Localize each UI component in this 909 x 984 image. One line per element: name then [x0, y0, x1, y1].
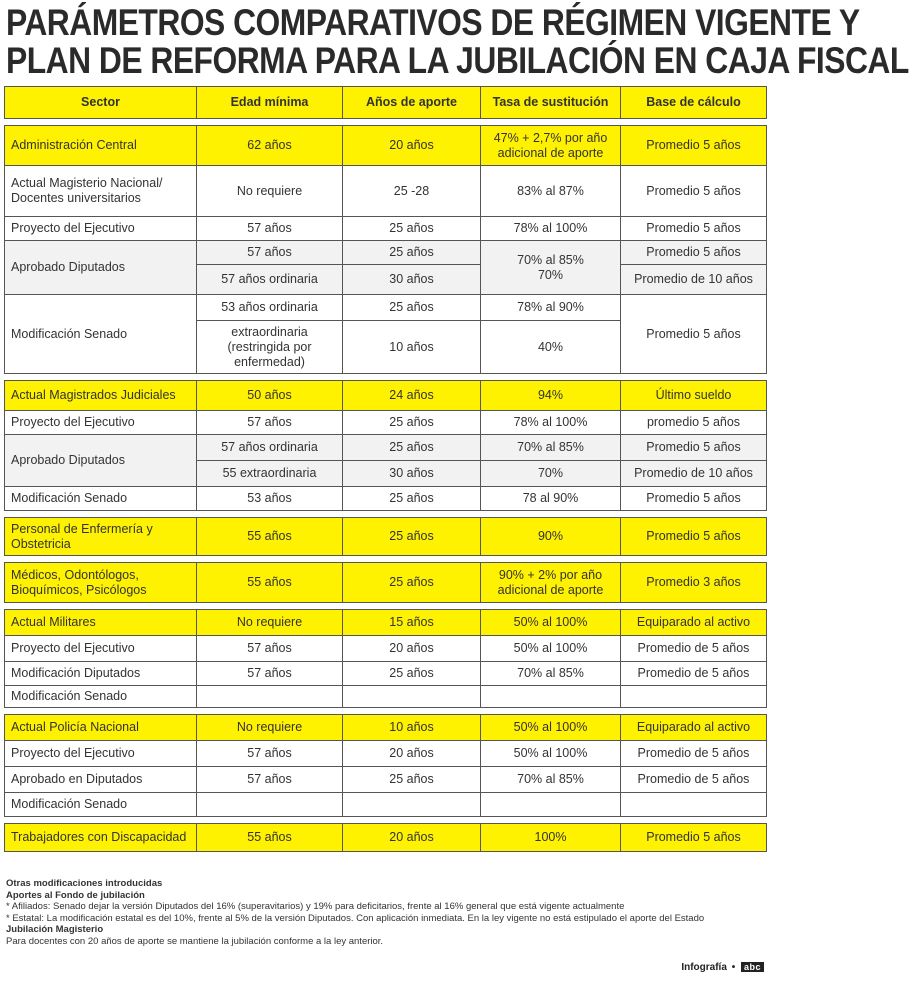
cell-edad: 57 años	[197, 217, 343, 241]
cell-edad: No requiere	[197, 715, 343, 741]
cell-sector: Personal de Enfermería y Obstetricia	[5, 518, 197, 556]
cell-base: Promedio de 5 años	[621, 767, 767, 793]
cell-tasa: 94%	[481, 381, 621, 411]
cell-sector: Proyecto del Ejecutivo	[5, 741, 197, 767]
note-estatal: * Estatal: La modificación estatal es del 10%, frente al 5% de la versión Diputados. Con aplicación inmediata. En la ley vigente no está estipulado el aporte del Estado	[6, 912, 705, 924]
cell-base: Promedio 5 años	[621, 518, 767, 556]
page-title	[6, 2, 909, 81]
cell-aporte: 30 años	[343, 461, 481, 487]
cell-sector: Actual Magisterio Nacional/ Docentes universitarios	[5, 166, 197, 217]
cell-base	[621, 793, 767, 817]
cell-tasa: 78% al 100%	[481, 217, 621, 241]
cell-aporte: 25 años	[343, 241, 481, 265]
cell-aporte: 25 años	[343, 411, 481, 435]
cell-edad: 57 años ordinaria	[197, 435, 343, 461]
cell-base: Promedio de 10 años	[621, 265, 767, 295]
cell-tasa: 78% al 100%	[481, 411, 621, 435]
notes-subheading-aportes: Aportes al Fondo de jubilación	[6, 889, 145, 901]
cell-sector: Actual Militares	[5, 610, 197, 636]
cell-sector: Aprobado Diputados	[5, 435, 197, 487]
cell-edad: 55 años	[197, 518, 343, 556]
cell-aporte: 25 años	[343, 563, 481, 603]
table-row	[5, 518, 767, 556]
cell-tasa: 100%	[481, 824, 621, 852]
cell-aporte: 20 años	[343, 824, 481, 852]
cell-edad	[197, 686, 343, 708]
header-aporte: Años de aporte	[343, 87, 481, 119]
cell-edad: extraordinaria (restringida por enfermedad)	[197, 321, 343, 374]
cell-base: Promedio 5 años	[621, 126, 767, 166]
cell-base: Promedio 5 años	[621, 166, 767, 217]
cell-base: Último sueldo	[621, 381, 767, 411]
cell-tasa: 78% al 90%	[481, 295, 621, 321]
cell-base	[621, 686, 767, 708]
cell-sector: Modificación Senado	[5, 793, 197, 817]
cell-aporte: 25 años	[343, 767, 481, 793]
title-line-1: PARÁMETROS COMPARATIVOS DE RÉGIMEN VIGENTE Y	[6, 2, 860, 43]
table-row	[5, 636, 767, 662]
table-row	[5, 295, 767, 321]
cell-base: Promedio de 5 años	[621, 662, 767, 686]
cell-aporte: 25 años	[343, 518, 481, 556]
cell-base: promedio 5 años	[621, 411, 767, 435]
note-afiliados: * Afiliados: Senado dejar la versión Diputados del 16% (superavitarios) y 19% para deficitarios, frente al 16% general que está vigente actualmente	[6, 901, 625, 912]
cell-tasa: 50% al 100%	[481, 610, 621, 636]
cell-aporte: 20 años	[343, 636, 481, 662]
cell-tasa: 78 al 90%	[481, 487, 621, 511]
table-row	[5, 662, 767, 686]
cell-edad: No requiere	[197, 610, 343, 636]
cell-tasa: 70% al 85%	[481, 767, 621, 793]
cell-tasa: 50% al 100%	[481, 636, 621, 662]
cell-aporte: 25 años	[343, 435, 481, 461]
cell-sector: Modificación Senado	[5, 295, 197, 374]
cell-base: Promedio de 5 años	[621, 636, 767, 662]
cell-edad: 57 años	[197, 411, 343, 435]
cell-tasa: 90%	[481, 518, 621, 556]
table-row	[5, 126, 767, 166]
table-row	[5, 217, 767, 241]
header-edad: Edad mínima	[197, 87, 343, 119]
title-line-2: PLAN DE REFORMA PARA LA JUBILACIÓN EN CAJA FISCAL	[6, 40, 909, 81]
cell-base: Promedio 5 años	[621, 435, 767, 461]
header-base: Base de cálculo	[621, 87, 767, 119]
cell-tasa: 47% + 2,7% por año adicional de aporte	[481, 126, 621, 166]
cell-tasa: 83% al 87%	[481, 166, 621, 217]
cell-edad: 57 años	[197, 636, 343, 662]
cell-sector: Modificación Senado	[5, 487, 197, 511]
cell-base: Promedio 3 años	[621, 563, 767, 603]
cell-edad: 57 años	[197, 767, 343, 793]
cell-sector: Médicos, Odontólogos, Bioquímicos, Psicólogos	[5, 563, 197, 603]
table-row	[5, 610, 767, 636]
cell-edad: 55 años	[197, 824, 343, 852]
cell-edad: 53 años	[197, 487, 343, 511]
table-row	[5, 166, 767, 217]
cell-sector: Aprobado en Diputados	[5, 767, 197, 793]
cell-aporte: 15 años	[343, 610, 481, 636]
abc-logo: abc	[741, 962, 764, 972]
cell-edad: 57 años	[197, 241, 343, 265]
cell-tasa: 70% al 85% 70%	[481, 241, 621, 295]
cell-edad: 57 años ordinaria	[197, 265, 343, 295]
cell-tasa: 70%	[481, 461, 621, 487]
cell-aporte: 25 años	[343, 487, 481, 511]
table-row	[5, 793, 767, 817]
cell-tasa: 70% al 85%	[481, 435, 621, 461]
cell-tasa: 50% al 100%	[481, 741, 621, 767]
cell-base: Promedio de 10 años	[621, 461, 767, 487]
cell-aporte	[343, 686, 481, 708]
cell-sector: Proyecto del Ejecutivo	[5, 411, 197, 435]
table-row	[5, 686, 767, 708]
cell-edad: No requiere	[197, 166, 343, 217]
cell-base: Equiparado al activo	[621, 610, 767, 636]
table-row	[5, 381, 767, 411]
header-tasa: Tasa de sustitución	[481, 87, 621, 119]
cell-base: Promedio 5 años	[621, 824, 767, 852]
cell-tasa	[481, 793, 621, 817]
cell-edad: 55 años	[197, 563, 343, 603]
comparison-table	[4, 86, 766, 852]
table-row	[5, 824, 767, 852]
cell-base: Equiparado al activo	[621, 715, 767, 741]
cell-tasa: 40%	[481, 321, 621, 374]
cell-base: Promedio 5 años	[621, 295, 767, 374]
cell-edad: 62 años	[197, 126, 343, 166]
cell-base: Promedio 5 años	[621, 217, 767, 241]
cell-edad: 57 años	[197, 741, 343, 767]
cell-aporte	[343, 793, 481, 817]
table-row	[5, 411, 767, 435]
cell-tasa: 90% + 2% por año adicional de aporte	[481, 563, 621, 603]
header-row	[5, 87, 767, 119]
credit-label: Infografía	[681, 962, 727, 973]
table-row	[5, 563, 767, 603]
cell-sector: Aprobado Diputados	[5, 241, 197, 295]
cell-aporte: 10 años	[343, 321, 481, 374]
cell-edad: 53 años ordinaria	[197, 295, 343, 321]
cell-edad: 50 años	[197, 381, 343, 411]
notes-subheading-magisterio: Jubilación Magisterio	[6, 924, 104, 935]
cell-sector: Administración Central	[5, 126, 197, 166]
cell-edad	[197, 793, 343, 817]
cell-tasa: 50% al 100%	[481, 715, 621, 741]
cell-edad: 55 extraordinaria	[197, 461, 343, 487]
cell-sector: Modificación Senado	[5, 686, 197, 708]
cell-sector: Actual Policía Nacional	[5, 715, 197, 741]
cell-sector: Modificación Diputados	[5, 662, 197, 686]
cell-aporte: 10 años	[343, 715, 481, 741]
footnotes	[6, 878, 706, 947]
note-magisterio: Para docentes con 20 años de aporte se mantiene la jubilación conforme a la ley anterior.	[6, 935, 384, 947]
table-row	[5, 435, 767, 461]
cell-aporte: 20 años	[343, 741, 481, 767]
notes-heading: Otras modificaciones introducidas	[6, 878, 163, 889]
cell-aporte: 25 -28	[343, 166, 481, 217]
table-row	[5, 487, 767, 511]
cell-base: Promedio 5 años	[621, 241, 767, 265]
table-row	[5, 241, 767, 265]
cell-sector: Trabajadores con Discapacidad	[5, 824, 197, 852]
cell-aporte: 30 años	[343, 265, 481, 295]
cell-aporte: 20 años	[343, 126, 481, 166]
cell-aporte: 25 años	[343, 662, 481, 686]
header-sector: Sector	[5, 87, 197, 119]
table-row	[5, 741, 767, 767]
cell-base: Promedio de 5 años	[621, 741, 767, 767]
cell-sector: Actual Magistrados Judiciales	[5, 381, 197, 411]
cell-sector: Proyecto del Ejecutivo	[5, 636, 197, 662]
cell-tasa: 70% al 85%	[481, 662, 621, 686]
cell-aporte: 24 años	[343, 381, 481, 411]
cell-sector: Proyecto del Ejecutivo	[5, 217, 197, 241]
credit: Infografía • abc	[681, 962, 764, 973]
table-row	[5, 715, 767, 741]
table-row	[5, 767, 767, 793]
cell-aporte: 25 años	[343, 217, 481, 241]
cell-edad: 57 años	[197, 662, 343, 686]
cell-tasa	[481, 686, 621, 708]
cell-base: Promedio 5 años	[621, 487, 767, 511]
cell-aporte: 25 años	[343, 295, 481, 321]
